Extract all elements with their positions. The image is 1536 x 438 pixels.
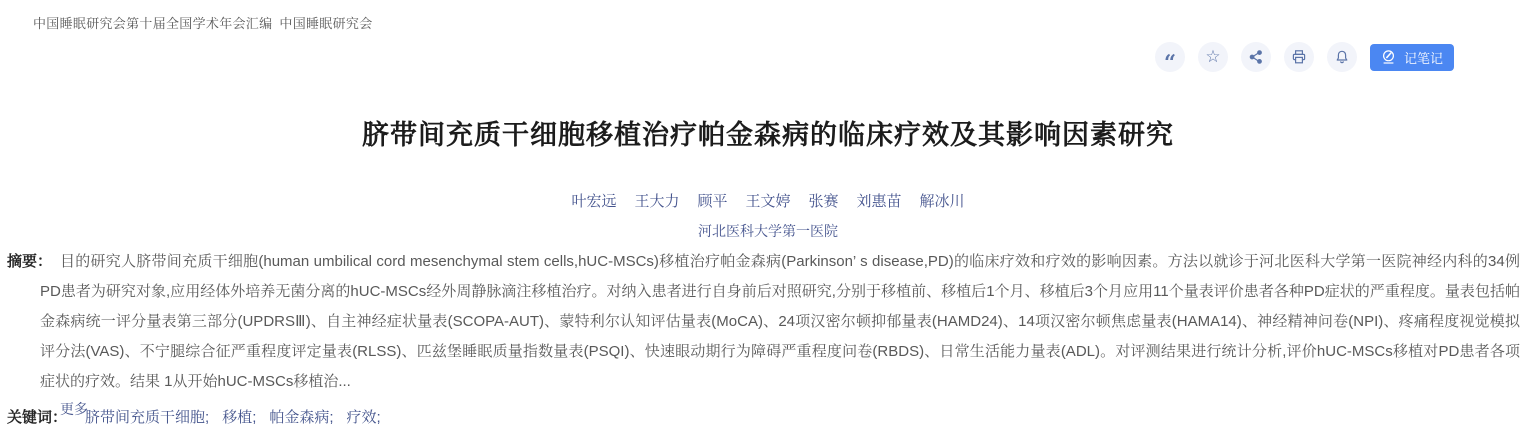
keyword-link[interactable]: 疗效; (346, 409, 381, 426)
abstract-text: 目的研究人脐带间充质干细胞(human umbilical cord mesenchymal stem cells,hUC-MSCs)移植治疗帕金森病(Parkinson’ s disease,PD)的临床疗效和疗效的影响因素。方法以就诊于河北医科大学第一医院神经内科的34例PD患者为研究对象,应用经体外培养无菌分离的hUC-MSCs经外周静脉滴注移植治疗。对纳入患者进行自身前后对照研究,分别于移植前、移植后1个月、移植后3个月应用11个量表评价患者各种PD症状的严重程度。量表包括帕金森病统一评分量表第三部分(UPDRSⅢ)、自主神经症状量表(SCOPA-AUT)、蒙特利尔认知评估量表(MoCA)、24项汉密尔顿抑郁量表(HAMD24)、14项汉密尔顿焦虑量表(HAMA14)、神经精神问卷(NPI)、疼痛程度视觉模拟评分法(VAS)、不宁腿综合征严重程度评定量表(RLSS)、匹兹堡睡眠质量指数量表(PSQI)、快速眼动期行为障碍严重程度问卷(RBDS)、日常生活能力量表(ADL)。对评测结果进行统计分析,评价hUC-MSCs移植对PD患者各项症状的疗效。结果 1从开始hUC-MSCs移植治... (40, 253, 1520, 390)
keyword-link[interactable]: 帕金森病; (269, 409, 334, 426)
author-link[interactable]: 解冰川 (919, 193, 965, 210)
pencil-icon (1381, 49, 1398, 65)
print-icon (1291, 49, 1307, 65)
print-button[interactable] (1284, 42, 1314, 72)
share-icon (1248, 49, 1264, 65)
breadcrumb (33, 13, 380, 32)
keyword-link[interactable]: 移植; (222, 409, 257, 426)
breadcrumb-source-link[interactable]: 中国睡眠研究会第十届全国学术年会汇编 (33, 16, 273, 31)
favorite-button[interactable] (1198, 42, 1228, 72)
keyword-list (85, 409, 394, 426)
abstract-label: 摘要： (7, 253, 53, 270)
favorite-star-icon: ☆ (1205, 47, 1221, 66)
notification-bell-icon (1334, 49, 1350, 65)
affiliation-link[interactable]: 河北医科大学第一医院 (698, 223, 838, 239)
keywords-label: 关键词： (7, 409, 68, 426)
take-notes-button[interactable] (1370, 44, 1454, 71)
author-link[interactable]: 张赛 (808, 193, 839, 210)
abstract-section (7, 247, 1520, 419)
author-link[interactable]: 刘惠苗 (856, 193, 902, 210)
page-title: 脐带间充质干细胞移植治疗帕金森病的临床疗效及其影响因素研究 (362, 120, 1174, 150)
author-link[interactable]: 叶宏远 (571, 193, 617, 210)
author-list (0, 190, 1536, 211)
author-link[interactable]: 顾平 (697, 193, 728, 210)
author-link[interactable]: 王文婷 (745, 193, 791, 210)
breadcrumb-publisher-link[interactable]: 中国睡眠研究会 (279, 16, 373, 31)
author-link[interactable]: 王大力 (634, 193, 680, 210)
share-button[interactable] (1241, 42, 1271, 72)
quote-button[interactable] (1155, 42, 1185, 75)
keywords-section (7, 406, 1520, 430)
keyword-link[interactable]: 脐带间充质干细胞; (85, 409, 210, 426)
alert-button[interactable] (1327, 42, 1357, 72)
toolbar (1155, 42, 1454, 75)
more-link[interactable]: 更多 (60, 401, 88, 417)
take-notes-label: 记笔记 (1403, 50, 1443, 66)
quote-icon: “ (1163, 50, 1177, 75)
